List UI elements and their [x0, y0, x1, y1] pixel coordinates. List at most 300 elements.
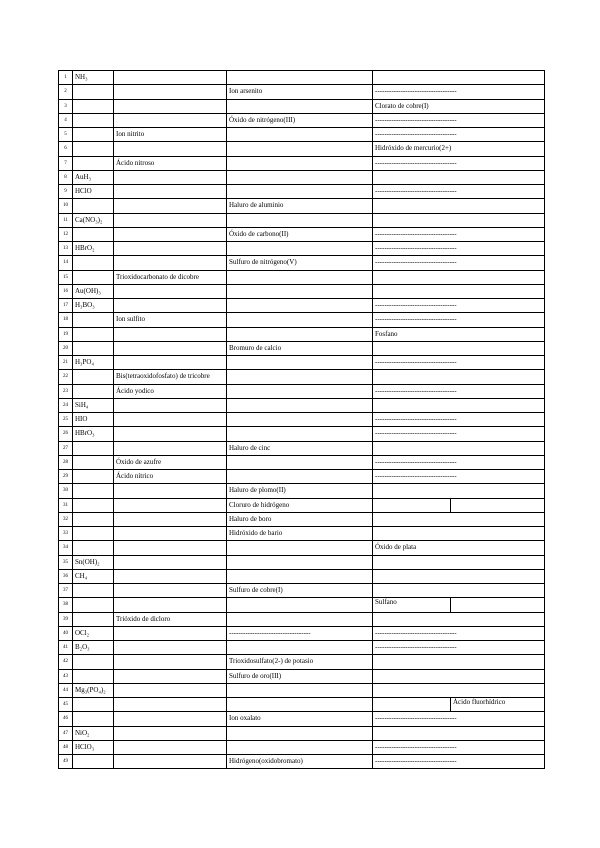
formula-cell[interactable] — [73, 455, 114, 469]
name-cell-c[interactable]: ----------------------------------- — [373, 113, 545, 127]
name-cell-c-right[interactable] — [451, 499, 544, 512]
table-row — [59, 199, 545, 213]
table-row — [59, 398, 545, 412]
name-cell-a[interactable] — [114, 569, 227, 583]
name-cell-a[interactable] — [114, 669, 227, 683]
name-cell-c[interactable]: ----------------------------------- — [373, 455, 545, 469]
name-cell-b[interactable]: ----------------------------------- — [227, 626, 373, 640]
name-cell-c[interactable] — [373, 441, 545, 455]
name-cell-b[interactable]: Bromuro de calcio — [227, 341, 373, 355]
row-number: 9 — [59, 185, 73, 199]
name-cell-b[interactable] — [227, 641, 373, 655]
row-number: 36 — [59, 569, 73, 583]
name-cell-a[interactable]: Ion nitrito — [114, 128, 227, 142]
name-cell-b[interactable]: Haluro de boro — [227, 512, 373, 526]
name-cell-b[interactable] — [227, 356, 373, 370]
table-row — [59, 470, 545, 484]
name-cell-a[interactable] — [114, 213, 227, 227]
row-number: 26 — [59, 427, 73, 441]
formula-cell[interactable]: Au(OH)₃ — [73, 284, 114, 298]
row-number: 35 — [59, 555, 73, 569]
table-row — [59, 712, 545, 726]
name-cell-b[interactable] — [227, 413, 373, 427]
name-cell-c[interactable]: ----------------------------------- — [373, 626, 545, 640]
name-cell-c[interactable] — [373, 584, 545, 598]
name-cell-c[interactable] — [373, 170, 545, 184]
name-cell-a[interactable] — [114, 327, 227, 341]
row-number: 15 — [59, 270, 73, 284]
formula-cell[interactable] — [73, 99, 114, 113]
table-row — [59, 413, 545, 427]
name-cell-b[interactable]: Sulfuro de nitrógeno(V) — [227, 256, 373, 270]
name-cell-c-left[interactable] — [373, 499, 451, 512]
formula-cell[interactable] — [73, 655, 114, 669]
name-cell-a[interactable] — [114, 256, 227, 270]
name-cell-c-right[interactable]: Ácido fluorhídrico — [453, 698, 506, 706]
formula-cell[interactable] — [73, 128, 114, 142]
name-cell-b[interactable] — [227, 541, 373, 555]
table-row — [59, 142, 545, 156]
table-row — [59, 740, 545, 754]
table-row — [59, 356, 545, 370]
name-cell-a[interactable]: Ácido nítrico — [114, 470, 227, 484]
row-number: 18 — [59, 313, 73, 327]
name-cell-c[interactable]: ----------------------------------- — [373, 299, 545, 313]
name-cell-a[interactable] — [114, 356, 227, 370]
formula-cell[interactable]: HBrO₃ — [73, 427, 114, 441]
nomenclature-table — [58, 70, 545, 769]
name-cell-a[interactable]: Ácido nitroso — [114, 156, 227, 170]
table-row — [59, 327, 545, 341]
name-cell-c[interactable] — [373, 213, 545, 227]
table-row — [59, 185, 545, 199]
table-row — [59, 612, 545, 626]
row-number: 30 — [59, 484, 73, 498]
table-row — [59, 256, 545, 270]
name-cell-a[interactable] — [114, 641, 227, 655]
name-cell-a[interactable] — [114, 170, 227, 184]
name-cell-c[interactable]: ----------------------------------- — [373, 641, 545, 655]
name-cell-b[interactable]: Óxido de carbono(II) — [227, 227, 373, 241]
row-number: 33 — [59, 527, 73, 541]
formula-cell[interactable] — [73, 370, 114, 384]
name-cell-b[interactable] — [227, 270, 373, 284]
name-cell-c[interactable] — [373, 612, 545, 626]
name-cell-a[interactable] — [114, 740, 227, 754]
name-cell-b[interactable] — [227, 156, 373, 170]
formula-cell[interactable]: CH₄ — [73, 569, 114, 583]
row-number: 48 — [59, 740, 73, 754]
name-cell-c[interactable]: ----------------------------------- — [373, 427, 545, 441]
formula-cell[interactable] — [73, 327, 114, 341]
name-cell-b[interactable] — [227, 99, 373, 113]
name-cell-a[interactable] — [114, 598, 227, 612]
row-number: 46 — [59, 712, 73, 726]
formula-cell[interactable] — [73, 199, 114, 213]
name-cell-c[interactable] — [373, 199, 545, 213]
name-cell-a[interactable] — [114, 413, 227, 427]
name-cell-b[interactable] — [227, 284, 373, 298]
name-cell-a[interactable] — [114, 99, 227, 113]
formula-cell[interactable] — [73, 85, 114, 99]
table-row — [59, 698, 545, 712]
row-number: 14 — [59, 256, 73, 270]
name-cell-a[interactable]: Ion sulfito — [114, 313, 227, 327]
name-cell-c[interactable]: ----------------------------------- — [373, 740, 545, 754]
row-number: 28 — [59, 455, 73, 469]
table-row — [59, 626, 545, 640]
formula-cell[interactable]: HIO — [73, 413, 114, 427]
name-cell-c[interactable] — [373, 71, 545, 85]
table-row — [59, 170, 545, 184]
name-cell-a[interactable] — [114, 683, 227, 697]
name-cell-a[interactable]: Bis(tetraoxidofosfato) de tricobre — [114, 370, 227, 384]
formula-cell[interactable] — [73, 256, 114, 270]
formula-cell[interactable]: Ca(NO₃)₂ — [73, 213, 114, 227]
name-cell-b[interactable]: Cloruro de hidrógeno — [227, 498, 373, 512]
name-cell-c[interactable] — [373, 270, 545, 284]
formula-cell[interactable]: B₂O₃ — [73, 641, 114, 655]
name-cell-c[interactable] — [373, 726, 545, 740]
formula-cell[interactable]: HClO — [73, 185, 114, 199]
name-cell-c[interactable] — [373, 341, 545, 355]
name-cell-a[interactable] — [114, 498, 227, 512]
row-number: 44 — [59, 683, 73, 697]
name-cell-b[interactable]: Ion oxalato — [227, 712, 373, 726]
table-row — [59, 669, 545, 683]
name-cell-a[interactable] — [114, 626, 227, 640]
row-number: 10 — [59, 199, 73, 213]
formula-cell[interactable]: H₃BO₃ — [73, 299, 114, 313]
formula-cell[interactable] — [73, 584, 114, 598]
name-cell-a[interactable] — [114, 755, 227, 769]
name-cell-c[interactable]: ----------------------------------- — [373, 156, 545, 170]
table-row — [59, 512, 545, 526]
table-row — [59, 641, 545, 655]
row-number: 19 — [59, 327, 73, 341]
name-cell-a[interactable] — [114, 427, 227, 441]
name-cell-b[interactable] — [227, 598, 373, 612]
name-cell-b[interactable]: Haluro de aluminio — [227, 199, 373, 213]
row-number: 2 — [59, 85, 73, 99]
formula-cell[interactable] — [73, 712, 114, 726]
name-cell-b[interactable]: Haluro de cinc — [227, 441, 373, 455]
row-number: 16 — [59, 284, 73, 298]
name-cell-c[interactable] — [373, 512, 545, 526]
name-cell-c[interactable] — [373, 569, 545, 583]
formula-cell[interactable] — [73, 227, 114, 241]
name-cell-c[interactable] — [373, 484, 545, 498]
name-cell-a[interactable] — [114, 512, 227, 526]
table-row — [59, 213, 545, 227]
name-cell-a[interactable] — [114, 185, 227, 199]
name-cell-a[interactable] — [114, 284, 227, 298]
row-number: 23 — [59, 384, 73, 398]
table-row — [59, 299, 545, 313]
name-cell-c-left[interactable] — [373, 698, 451, 711]
name-cell-b[interactable]: Óxido de nitrógeno(III) — [227, 113, 373, 127]
row-number: 25 — [59, 413, 73, 427]
row-number: 38 — [59, 598, 73, 612]
split-cell-container — [373, 698, 544, 711]
row-number: 21 — [59, 356, 73, 370]
name-cell-a[interactable] — [114, 584, 227, 598]
name-cell-a[interactable]: Ácido yodico — [114, 384, 227, 398]
name-cell-b[interactable] — [227, 170, 373, 184]
row-number: 1 — [59, 71, 73, 85]
name-cell-c[interactable] — [373, 555, 545, 569]
row-number: 11 — [59, 213, 73, 227]
name-cell-a[interactable] — [114, 398, 227, 412]
name-cell-a[interactable] — [114, 199, 227, 213]
name-cell-b[interactable]: Trioxidosulfato(2-) de potasio — [227, 655, 373, 669]
row-number: 40 — [59, 626, 73, 640]
table-row — [59, 270, 545, 284]
formula-cell[interactable]: HBrO₂ — [73, 242, 114, 256]
table-row — [59, 441, 545, 455]
name-cell-c[interactable]: ----------------------------------- — [373, 356, 545, 370]
table-row — [59, 341, 545, 355]
table-row — [59, 313, 545, 327]
name-cell-c[interactable]: ----------------------------------- — [373, 85, 545, 99]
name-cell-a[interactable] — [114, 341, 227, 355]
formula-cell[interactable]: NH₃ — [73, 71, 114, 85]
table-row — [59, 384, 545, 398]
name-cell-c[interactable]: ----------------------------------- — [373, 413, 545, 427]
name-cell-c[interactable]: ----------------------------------- — [373, 712, 545, 726]
row-number: 7 — [59, 156, 73, 170]
formula-cell[interactable]: H₃PO₄ — [73, 356, 114, 370]
table-row — [59, 584, 545, 598]
name-cell-c[interactable]: ----------------------------------- — [373, 227, 545, 241]
name-cell-c[interactable] — [373, 683, 545, 697]
split-cell-container — [373, 598, 544, 611]
row-number: 31 — [59, 498, 73, 512]
row-number: 5 — [59, 128, 73, 142]
name-cell-c[interactable]: Hidróxido de mercurio(2+) — [373, 142, 545, 156]
formula-cell[interactable] — [73, 755, 114, 769]
name-cell-c[interactable]: Fosfano — [373, 327, 545, 341]
table-row — [59, 484, 545, 498]
name-cell-c-left[interactable]: Sulfano — [373, 598, 451, 611]
table-row — [59, 156, 545, 170]
name-cell-b[interactable]: Sulfuro de cobre(I) — [227, 584, 373, 598]
formula-cell[interactable]: Sn(OH)₂ — [73, 555, 114, 569]
row-number: 27 — [59, 441, 73, 455]
name-cell-c-right[interactable] — [451, 598, 544, 611]
name-cell-a[interactable] — [114, 85, 227, 99]
formula-cell[interactable] — [73, 313, 114, 327]
formula-cell[interactable]: AuH₃ — [73, 170, 114, 184]
name-cell-c[interactable] — [373, 370, 545, 384]
formula-cell[interactable] — [73, 541, 114, 555]
table-row — [59, 655, 545, 669]
formula-cell[interactable] — [73, 527, 114, 541]
row-number: 6 — [59, 142, 73, 156]
name-cell-b[interactable] — [227, 398, 373, 412]
formula-cell[interactable] — [73, 341, 114, 355]
name-cell-b[interactable] — [227, 740, 373, 754]
name-cell-a[interactable] — [114, 142, 227, 156]
table-body — [59, 71, 545, 769]
formula-cell[interactable] — [73, 498, 114, 512]
name-cell-b[interactable]: Sulfuro de oro(III) — [227, 669, 373, 683]
table-row — [59, 284, 545, 298]
name-cell-c-split[interactable] — [373, 498, 545, 512]
formula-cell[interactable] — [73, 598, 114, 612]
row-number: 17 — [59, 299, 73, 313]
name-cell-c[interactable]: ----------------------------------- — [373, 128, 545, 142]
name-cell-b[interactable] — [227, 299, 373, 313]
name-cell-b[interactable] — [227, 327, 373, 341]
name-cell-c[interactable]: ----------------------------------- — [373, 242, 545, 256]
name-cell-c[interactable]: Clorato de cobre(I) — [373, 99, 545, 113]
name-cell-b[interactable] — [227, 370, 373, 384]
name-cell-c-split[interactable] — [373, 698, 545, 712]
table-row — [59, 683, 545, 697]
table-row — [59, 755, 545, 769]
table-row — [59, 71, 545, 85]
table-row — [59, 227, 545, 241]
name-cell-a[interactable] — [114, 484, 227, 498]
table-row — [59, 370, 545, 384]
name-cell-a[interactable] — [114, 698, 227, 712]
table-row — [59, 498, 545, 512]
formula-cell[interactable] — [73, 512, 114, 526]
name-cell-b[interactable] — [227, 142, 373, 156]
row-number: 4 — [59, 113, 73, 127]
table-row — [59, 128, 545, 142]
formula-cell[interactable] — [73, 612, 114, 626]
name-cell-b[interactable] — [227, 213, 373, 227]
row-number: 29 — [59, 470, 73, 484]
name-cell-b[interactable]: Ion arsenito — [227, 85, 373, 99]
name-cell-a[interactable] — [114, 71, 227, 85]
name-cell-b[interactable] — [227, 71, 373, 85]
name-cell-c[interactable] — [373, 284, 545, 298]
name-cell-b[interactable] — [227, 726, 373, 740]
name-cell-c[interactable]: ----------------------------------- — [373, 256, 545, 270]
name-cell-b[interactable] — [227, 427, 373, 441]
name-cell-c[interactable]: ----------------------------------- — [373, 470, 545, 484]
name-cell-c[interactable] — [373, 655, 545, 669]
row-number: 34 — [59, 541, 73, 555]
row-number: 24 — [59, 398, 73, 412]
name-cell-b[interactable] — [227, 128, 373, 142]
row-number: 12 — [59, 227, 73, 241]
formula-cell[interactable]: OCl₂ — [73, 626, 114, 640]
name-cell-b[interactable] — [227, 698, 373, 712]
name-cell-b[interactable] — [227, 612, 373, 626]
name-cell-a[interactable] — [114, 655, 227, 669]
name-cell-b[interactable] — [227, 185, 373, 199]
name-cell-c[interactable]: ----------------------------------- — [373, 313, 545, 327]
formula-cell[interactable] — [73, 470, 114, 484]
formula-cell[interactable] — [73, 384, 114, 398]
row-number: 3 — [59, 99, 73, 113]
name-cell-b[interactable] — [227, 683, 373, 697]
name-cell-b[interactable] — [227, 313, 373, 327]
name-cell-b[interactable] — [227, 569, 373, 583]
row-number: 20 — [59, 341, 73, 355]
name-cell-b[interactable] — [227, 242, 373, 256]
table-row — [59, 427, 545, 441]
formula-cell[interactable] — [73, 142, 114, 156]
table-row — [59, 113, 545, 127]
name-cell-b[interactable] — [227, 470, 373, 484]
table-row — [59, 242, 545, 256]
name-cell-a[interactable] — [114, 441, 227, 455]
name-cell-a[interactable] — [114, 242, 227, 256]
row-number: 22 — [59, 370, 73, 384]
formula-cell[interactable]: NiO₂ — [73, 726, 114, 740]
name-cell-c[interactable]: ----------------------------------- — [373, 755, 545, 769]
row-number: 45 — [59, 698, 73, 712]
formula-cell[interactable] — [73, 484, 114, 498]
formula-cell[interactable]: HClO₃ — [73, 740, 114, 754]
name-cell-c[interactable]: Óxido de plata — [373, 541, 545, 555]
name-cell-b[interactable]: Haluro de plomo(II) — [227, 484, 373, 498]
name-cell-c[interactable]: ----------------------------------- — [373, 185, 545, 199]
formula-cell[interactable] — [73, 441, 114, 455]
name-cell-c[interactable] — [373, 527, 545, 541]
name-cell-c[interactable] — [373, 669, 545, 683]
row-number: 47 — [59, 726, 73, 740]
formula-cell[interactable] — [73, 698, 114, 712]
name-cell-b[interactable]: Hidróxido de bario — [227, 527, 373, 541]
name-cell-b[interactable] — [227, 455, 373, 469]
row-number: 42 — [59, 655, 73, 669]
name-cell-b[interactable] — [227, 384, 373, 398]
name-cell-c[interactable]: ----------------------------------- — [373, 384, 545, 398]
name-cell-a[interactable] — [114, 527, 227, 541]
table-row — [59, 555, 545, 569]
name-cell-a[interactable] — [114, 712, 227, 726]
formula-cell[interactable] — [73, 669, 114, 683]
formula-cell[interactable] — [73, 156, 114, 170]
table-row — [59, 598, 545, 612]
name-cell-a[interactable]: Óxido de azufre — [114, 455, 227, 469]
name-cell-b[interactable]: Hidrógeno(oxidobromato) — [227, 755, 373, 769]
name-cell-a[interactable] — [114, 726, 227, 740]
row-number: 32 — [59, 512, 73, 526]
row-number: 8 — [59, 170, 73, 184]
name-cell-c-split[interactable] — [373, 598, 545, 612]
row-number: 37 — [59, 584, 73, 598]
formula-cell[interactable]: SiH₄ — [73, 398, 114, 412]
row-number: 43 — [59, 669, 73, 683]
name-cell-b[interactable] — [227, 555, 373, 569]
name-cell-a[interactable] — [114, 227, 227, 241]
table-row — [59, 85, 545, 99]
table-row — [59, 569, 545, 583]
name-cell-c[interactable] — [373, 398, 545, 412]
name-cell-a[interactable] — [114, 541, 227, 555]
table-row — [59, 726, 545, 740]
name-cell-a[interactable]: Trioxidocarbonato de dicobre — [114, 270, 227, 284]
table-row — [59, 455, 545, 469]
formula-cell[interactable] — [73, 270, 114, 284]
name-cell-a[interactable] — [114, 555, 227, 569]
row-number: 41 — [59, 641, 73, 655]
formula-cell[interactable]: Mg₃(PO₄)₂ — [73, 683, 114, 697]
name-cell-a[interactable]: Trióxido de dicloro — [114, 612, 227, 626]
name-cell-a[interactable] — [114, 299, 227, 313]
table-row — [59, 527, 545, 541]
formula-cell[interactable] — [73, 113, 114, 127]
table-row — [59, 99, 545, 113]
name-cell-a[interactable] — [114, 113, 227, 127]
